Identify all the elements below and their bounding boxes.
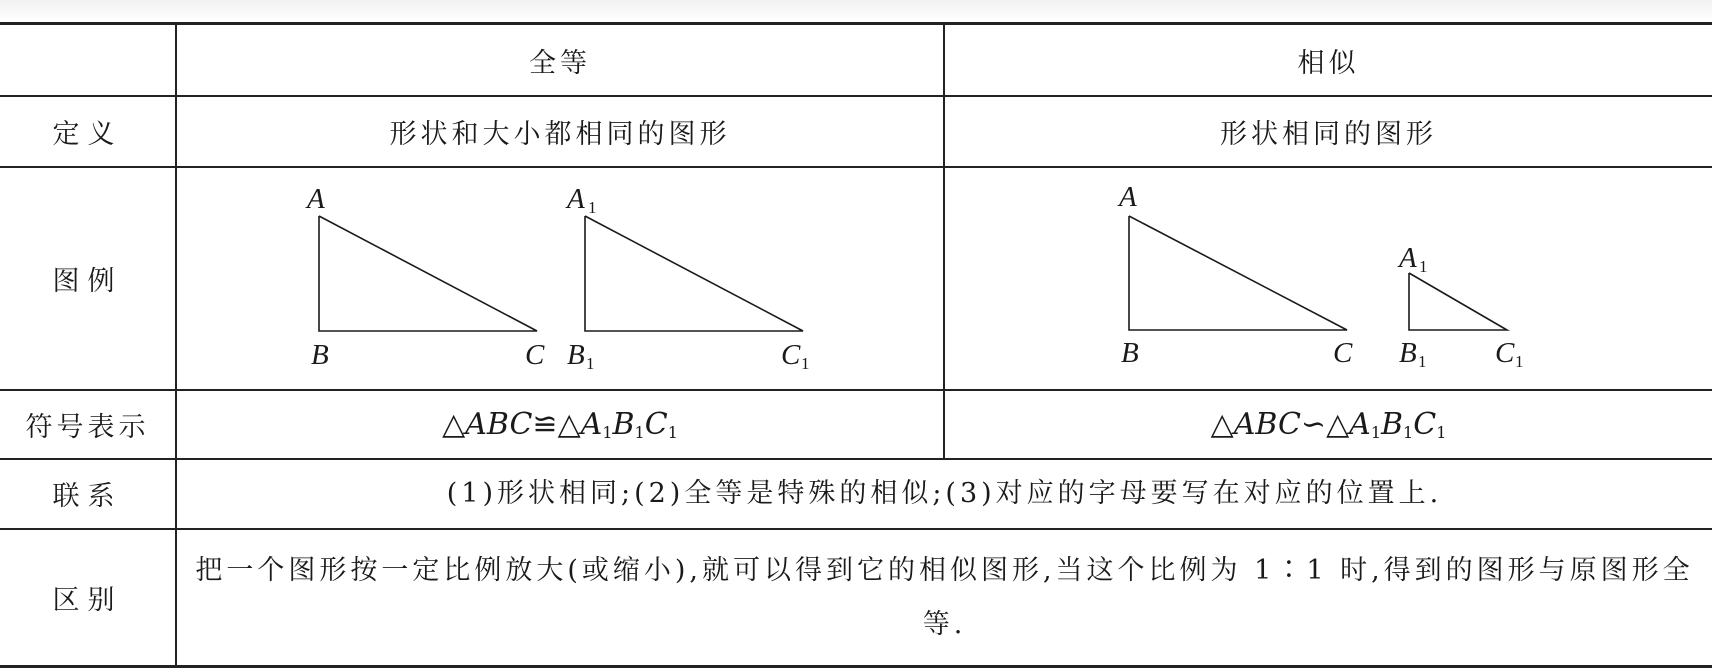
similarity-notation	[1211, 407, 1447, 442]
header-row	[0, 24, 1712, 97]
subscript: 1	[1436, 422, 1447, 442]
vertex-label-c1: C	[1495, 336, 1515, 369]
vertex-label-c1: C	[781, 338, 801, 371]
figure-row	[0, 167, 1712, 390]
vertex-label-c: C	[525, 338, 545, 371]
vertex-subscript-b1: 1	[1418, 351, 1427, 371]
figure-similar-cell	[944, 167, 1712, 390]
notation-congruent	[176, 390, 944, 459]
vertex-subscript-a1: 1	[1419, 256, 1428, 276]
header-congruent: 全等	[176, 24, 944, 97]
definition-similar: 形状相同的图形	[944, 96, 1712, 167]
figure-label: 图例	[0, 167, 176, 390]
subscript: 1	[602, 422, 613, 442]
vertex-a: A	[1349, 406, 1371, 442]
vertex-label-b1: B	[1399, 336, 1417, 369]
definition-congruent: 形状和大小都相同的图形	[176, 96, 944, 167]
vertex-label-c: C	[1333, 336, 1353, 369]
vertex-subscript-c1: 1	[1515, 351, 1524, 371]
triangle-symbol: △	[442, 406, 466, 442]
subscript: 1	[667, 422, 678, 442]
triangle-abc-large	[1129, 216, 1347, 330]
definition-row	[0, 96, 1712, 167]
corner-cell	[0, 24, 176, 97]
triangle-symbol: △	[1210, 406, 1234, 442]
similar-symbol: ∽	[1300, 406, 1327, 442]
comparison-table	[0, 22, 1712, 668]
header-similar: 相似	[944, 24, 1712, 97]
vertex-label-a: A	[1119, 180, 1137, 213]
triangle-name: ABC	[1233, 406, 1301, 442]
difference-row	[0, 529, 1712, 666]
triangle-name: ABC	[465, 406, 533, 442]
subscript: 1	[1403, 422, 1414, 442]
vertex-b: B	[612, 406, 635, 442]
vertex-label-b: B	[1121, 336, 1139, 369]
vertex-a: A	[580, 406, 603, 442]
vertex-label-b1: B	[567, 338, 585, 371]
similar-figure	[945, 176, 1712, 382]
notation-label: 符号表示	[0, 390, 176, 459]
subscript: 1	[634, 422, 645, 442]
subscript: 1	[1370, 422, 1381, 442]
top-strip	[0, 0, 1712, 22]
triangle-abc	[319, 216, 537, 331]
vertex-c: C	[1413, 406, 1437, 442]
triangle-symbol: △	[1326, 406, 1350, 442]
vertex-label-a: A	[307, 182, 325, 215]
definition-label: 定义	[0, 96, 176, 167]
triangle-a1b1c1	[585, 216, 803, 331]
triangle-symbol: △	[557, 406, 581, 442]
vertex-b: B	[1381, 406, 1404, 442]
vertex-label-b: B	[311, 338, 329, 371]
relation-label: 联系	[0, 459, 176, 530]
relation-text: (1)形状相同;(2)全等是特殊的相似;(3)对应的字母要写在对应的位置上.	[176, 459, 1712, 530]
vertex-label-a1: A	[1399, 241, 1417, 274]
vertex-subscript-c1: 1	[801, 353, 810, 373]
vertex-subscript-b1: 1	[586, 353, 595, 373]
notation-row	[0, 390, 1712, 459]
notation-similar	[944, 390, 1712, 459]
triangle-a1b1c1-small	[1409, 273, 1507, 330]
congruent-symbol: ≌	[532, 406, 558, 442]
difference-label: 区别	[0, 529, 176, 666]
vertex-subscript-a1: 1	[588, 197, 597, 217]
figure-congruent-cell	[176, 167, 944, 390]
relation-row	[0, 459, 1712, 530]
congruent-figure	[177, 176, 945, 382]
vertex-label-a1: A	[567, 182, 585, 215]
difference-text: 把一个图形按一定比例放大(或缩小),就可以得到它的相似图形,当这个比例为 1∶1 时,得到的图形与原图形全等.	[176, 529, 1712, 666]
vertex-c: C	[644, 406, 668, 442]
congruence-notation	[442, 407, 678, 442]
